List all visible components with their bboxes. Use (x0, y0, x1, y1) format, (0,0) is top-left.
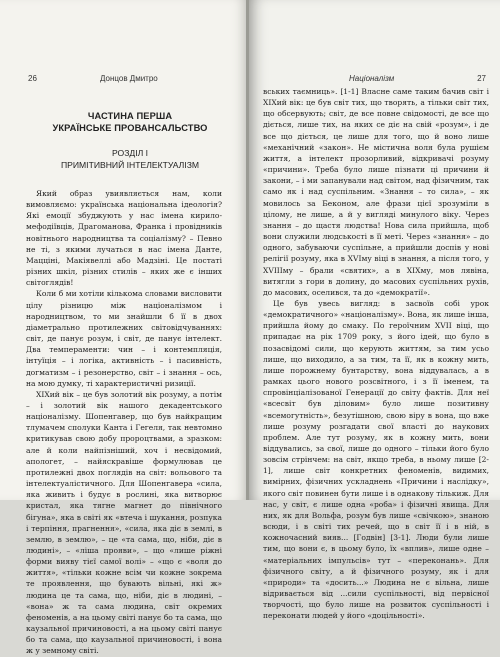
paragraph: Який образ увиявляється нам, коли вимовляємо: українська національна ідеологія? Які емоції збуджують у нас імена кирило-мефодіївців, Драгоманова, Франка і провідників новітнього народництва та соціалізму? – Певно не ті, з якими лучаться в нас імена Данте, Мацціні, Макіявеллі або Мадзіні. Це постаті різних шкіл, різних стилів – яких же є інших світоглядів! (26, 189, 222, 288)
section-subtitle: ПРИМІТИВНИЙ ІНТЕЛЕКТУАЛІЗМ (60, 160, 200, 170)
running-head-title: Націоналізм (349, 74, 395, 83)
section-number: РОЗДІЛ І (111, 148, 149, 158)
section-title (20, 147, 240, 171)
right-page (249, 0, 500, 621)
chapter-title-line1: ЧАСТИНА ПЕРША (87, 111, 173, 121)
right-body-text (263, 86, 489, 622)
paragraph: Коли б ми хотіли кількома словами висловити цілу різницю між націоналізмом і народництвом, то ми знайшли б її в двох діаметрально протилежних світовідчуваннях: світ, де панує розум, і світ, де панує інтелект. Два темпераменти: чин – і контемпляція, інтуїція – і логіка, активність – і пасивність, догматизм – і резонерство, світ – і знання – ось, на мою думку, ті характеристичні ризиції. (26, 289, 222, 388)
chapter-title (20, 110, 240, 134)
paragraph: Це був увесь вигляд: в засвоїв собі урок «демократичного» «націоналізму». Вона, як лише інша, прийшла йому до смаку. По героїчним ХVІІ віці, що припадає на рік 1709 року, з його ідей, що було в позасвідомі сили, що керують життям, за тим усьо лише, що виходило, а за тим, та її, як в кожну мить, лише порожнему бунтарству, вона віддувалась, а в рамках цього нового розсвітного, і з її іменем, та спровінціалізованої Генерації до світу фактів. Для неї «всесвіт був діловим» було лише позитивну «всемогутність», безутішною, свою віру в вона, що вже лише розуму розгадати свої власті до наукових проблем. Але тут розуму, як в кожну мить, вони віддувались, за свої, лише до одного – тільки його було зовсім стрінчем: на світ, якщо треба, в ньому лише [2-1], лише світ конкретних феноменів, видимих, вимірних, фізичних ускладнень «Причини і наслідку», якого світ повинен бути лише і в однакову тількиж. Для нас, у світ, є лише одна «роба» і фізичні явища. Для них, як для Вольфа, розум був лише «свічкою», знаною всюди, і в світі тих речей, що в світ її і в ній, в кожночасний вияв... [Годвін] [3-1]. Люди були лише тим, що вони є, в цьому було, їх «вплив», лише одне – «матеріальних імпульсів» тут – «переконань». Для фізичного світу, а й фізичного розуму, як і для «природи» та «досить...» Людина не є вільна, лише відривається від ...сили суспільності, від первісної творчості, що було лише на розвиток суспільності і переконати людей у його «доцільності». (263, 298, 489, 621)
chapter-title-line2: УКРАЇНСЬКЕ ПРОВАНСАЛЬСТВО (52, 123, 208, 133)
page-number-right: 27 (477, 74, 486, 83)
running-head-author: Донцов Дмитро (100, 74, 158, 83)
page-number-left: 26 (28, 74, 37, 83)
paragraph: ХІХий вік – це був золотий вік розуму, а потім – і золотий вік нашого декадентського націоналізму. Шопенгавер, що був найкращим тлумачем сполуки Канта і Гегеля, так невтомно критикував свою добу пророцтвами, а зразком: але й коли найпізніший, хоч і несвідомий, апологет, – найяскравіше формулював це протилежні двох поглядів на світ: вольового та інтелектуалістичного. Для Шопенгавера «сила, яка живить і будує в рослині, яка витворює кристал, яка тягне магнет до північного бігуна», яка в світі як «втеча і шукання, розпука і терпіння, прагнення», «сила, яка діє в землі, в землю, в землю», – це «та сама, що, ніби, діє в людині», – «ліша прояви», – що «лише ріжні форми вияву тієї самої волі» – «що є «воля до життя», «тільки кожне всім чи кожне зокрема те проявлення, що бувають вільні, які ж» людина це та сама, що, ніби, діє в людині, – «вона» ж та сама людина, світ окремих феноменів, а на цьому світі панує бо та сама, що каузальної причиновості, а на цьому світі панує бо та сама, що каузальної причиновості, і вона ж у земному світі. (26, 389, 222, 656)
left-page (0, 0, 247, 656)
left-body-text (26, 188, 222, 657)
paragraph: вських таємниць». [1-1] Власне саме таким бачив світ і ХІХий вік: це був світ тих, що творять, а тільки світ тих, що обсервують; світ, де все повне свідомості, де все що діється, лише тих, на яких се діє на свій «розум», і де все що діється, це лише для того, що й воно лише «механічний «закон». Не містична воля була рушієм життя, а інтелект прозорливий, відкривачі розуму «причини». Треба було лише пізнати ці причини й закони, – і ми запанували над світом, над фізичним, так само як і над суспільним. «Знання – то сила», – як мовилось за Беконом, але фрази цієї зрозуміли в цілому, не лише, а й у вигляді минулого віку. Через знання – до щастя людства! Нова сила прийшла, щоб вони служили людськості в її меті. Через «знання» – до одного, забуваючи суспільне, а прийшли доспів у нові релігії розуму, яка в ХVІму віці в знання, а після того, у ХVІІІму – брали «святих», а в ХІХму, мов лявіна, витягли з гори в долину, до масових суспільних рухів, до масових, оселився, та до «демократії». (263, 87, 489, 297)
